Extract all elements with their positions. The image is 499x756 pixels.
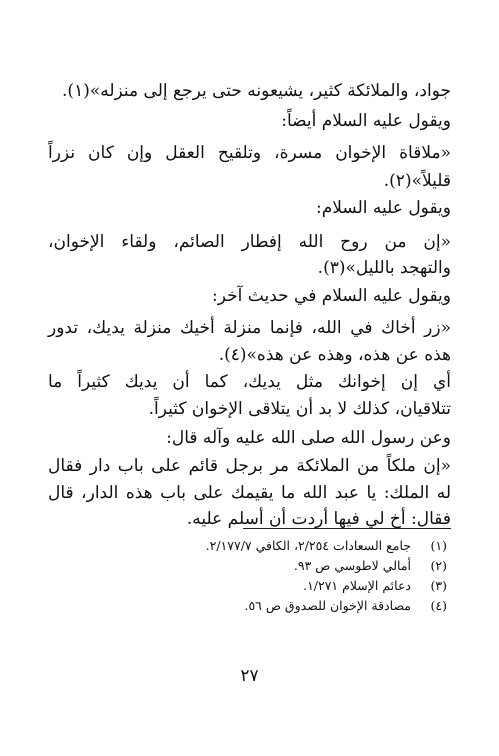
footnote-text: مصادقة الإخوان للصدوق ص ٥٦. bbox=[244, 598, 411, 613]
text-line-11: أي إن إخوانك مثل يديك، كما أن يديك كثيراً ما bbox=[48, 372, 451, 392]
footnote-separator bbox=[243, 528, 451, 529]
footnote-number: (٣) bbox=[430, 578, 447, 593]
text-line-3: «ملاقاة الإخوان مسرة، وتلقيح العقل وإن كان نزراً bbox=[48, 143, 451, 163]
text-line-6: «إن من روح الله إفطار الصائم، ولقاء الإخوان، bbox=[48, 232, 451, 252]
footnote-text: دعائم الإسلام ١/٢٧١. bbox=[303, 578, 411, 593]
footnote-text: جامع السعادات ٢/٢٥٤، الكافي ٢/١٧٧/٧. bbox=[205, 538, 411, 553]
text-line-10: هذه عن هذه، وهذه عن هذه»(٤). bbox=[218, 345, 451, 365]
footnote-text: أمالي لاطوسي ص ٩٣. bbox=[293, 558, 411, 573]
text-line-15: له الملك: يا عبد الله ما يقيمك على باب هذه الدار، قال bbox=[48, 483, 451, 503]
text-line-4: قليلاً»(٢). bbox=[383, 171, 451, 191]
footnote-3 bbox=[48, 578, 447, 594]
text-line-12: تتلاقيان، كذلك لا بد أن يتلاقى الإخوان كثيراً. bbox=[148, 399, 451, 419]
text-line-16: فقال: أخ لي فيها أردت أن أسلم عليه. bbox=[186, 509, 451, 529]
footnote-2 bbox=[48, 558, 447, 574]
footnote-4 bbox=[48, 598, 447, 614]
text-line-9: «زر أخاك في الله، فإنما منزلة أخيك منزلة يديك، تدور bbox=[48, 318, 451, 338]
footnote-number: (١) bbox=[430, 538, 447, 553]
text-line-7: والتهجد بالليل»(٣). bbox=[317, 258, 451, 278]
text-line-14: «إن ملكاً من الملائكة مر برجل قائم على باب دار فقال bbox=[48, 456, 451, 476]
text-line-13: وعن رسول الله صلى الله عليه وآله قال: bbox=[166, 428, 451, 448]
text-line-1: جواد، والملائكة كثير، يشيعونه حتى يرجع إلى منزله»(١). bbox=[62, 81, 451, 101]
footnote-number: (٤) bbox=[430, 598, 447, 613]
footnote-1 bbox=[48, 538, 447, 554]
text-line-8: ويقول عليه السلام في حديث آخر: bbox=[212, 286, 451, 306]
page-number: ٢٧ bbox=[240, 666, 259, 686]
footnote-number: (٢) bbox=[430, 558, 447, 573]
text-line-2: ويقول عليه السلام أيضاً: bbox=[281, 111, 451, 131]
text-line-5: ويقول عليه السلام: bbox=[316, 198, 451, 218]
